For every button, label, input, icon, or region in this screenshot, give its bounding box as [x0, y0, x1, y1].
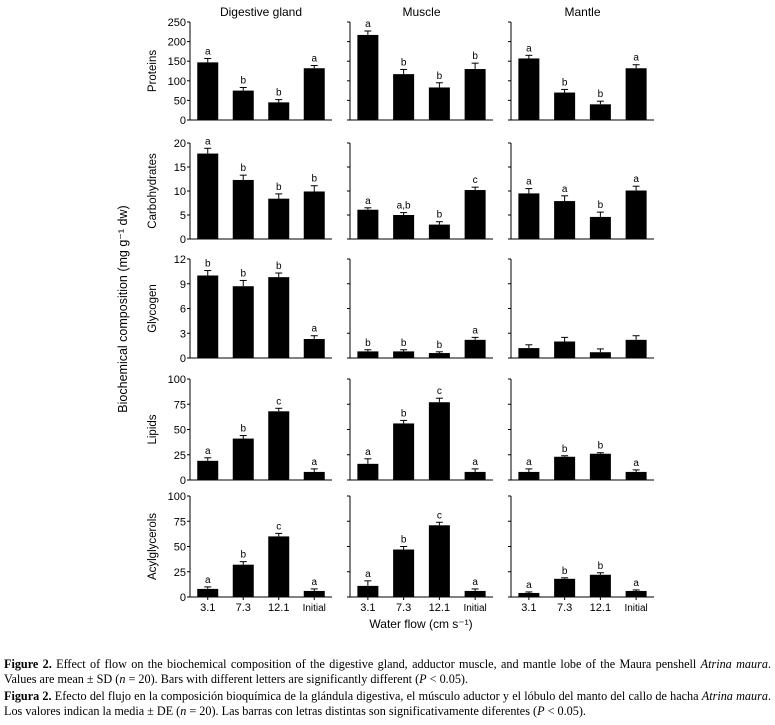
y-tick-label: 15 — [173, 162, 186, 174]
significance-letter: a — [365, 446, 371, 458]
bar — [304, 339, 325, 358]
significance-letter: a — [204, 136, 211, 148]
significance-letter: b — [240, 549, 247, 561]
significance-letter: c — [436, 386, 442, 398]
bar — [233, 91, 254, 120]
bar — [465, 69, 486, 120]
x-tick-label: Initial — [624, 603, 648, 614]
caption-text: = 20). Bars with different letters are significantly different ( — [125, 672, 420, 686]
bar — [304, 591, 325, 597]
bar — [197, 276, 218, 359]
significance-letter: a — [472, 456, 478, 468]
significance-letter: b — [311, 173, 318, 185]
significance-letter: b — [436, 209, 443, 221]
bar — [626, 68, 647, 120]
significance-letter: a — [311, 323, 318, 335]
significance-letter: b — [436, 70, 443, 82]
significance-letter: a — [526, 456, 532, 468]
significance-letter: b — [275, 181, 282, 193]
significance-letter: a — [633, 52, 639, 64]
significance-letter: a — [526, 579, 532, 591]
column-title: Muscle — [402, 5, 441, 19]
bar — [268, 199, 289, 239]
row-axis-label: Glycogen — [147, 284, 159, 333]
bar — [626, 591, 647, 597]
x-tick-label: Initial — [463, 603, 487, 614]
bar — [626, 191, 647, 239]
bar — [304, 191, 325, 239]
column-title: Mantle — [564, 5, 601, 19]
bar — [429, 87, 450, 120]
x-tick-label: 12.1 — [589, 602, 612, 614]
caption-species: Atrina maura — [700, 657, 768, 671]
bar — [393, 215, 414, 239]
bar — [518, 348, 539, 358]
significance-letter: c — [276, 396, 282, 408]
significance-letter: b — [436, 339, 443, 351]
y-tick-label: 100 — [167, 75, 186, 88]
significance-letter: b — [365, 337, 371, 349]
bar — [554, 201, 575, 239]
bar — [626, 472, 647, 480]
caption-text: = 20). Las barras con letras distintas son significativamente diferentes ( — [186, 704, 538, 718]
y-tick-label: 0 — [179, 234, 186, 246]
bar — [393, 423, 414, 480]
significance-letter: a — [311, 576, 318, 588]
significance-letter: b — [240, 423, 247, 435]
bar — [626, 340, 647, 358]
bar — [465, 190, 486, 239]
bar — [590, 454, 611, 480]
significance-letter: b — [597, 560, 604, 572]
caption-p: P — [537, 704, 545, 718]
bar — [590, 217, 611, 239]
significance-letter: b — [275, 87, 282, 99]
caption-species: Atrina maura — [701, 689, 768, 703]
significance-letter: a — [526, 43, 532, 55]
y-tick-label: 50 — [173, 424, 186, 437]
significance-letter: b — [597, 89, 604, 101]
bar — [465, 472, 486, 480]
y-tick-label: 0 — [179, 353, 186, 365]
significance-letter: a — [204, 445, 211, 457]
caption-text: Efecto del flujo en la composición bioquímica de la glándula digestiva, el músculo aductor y el lóbulo del manto del callo de hacha — [51, 689, 702, 703]
bar — [357, 35, 378, 120]
figure-caption-english — [4, 657, 771, 687]
bar — [429, 402, 450, 480]
y-tick-label: 200 — [167, 36, 186, 49]
significance-letter: b — [240, 75, 247, 87]
significance-letter: a — [365, 568, 371, 580]
significance-letter: b — [240, 163, 247, 175]
shared-y-axis-title: Biochemical composition (mg g⁻¹ dw) — [116, 205, 130, 413]
caption-text: < 0.05). — [426, 672, 469, 686]
bar — [357, 210, 378, 239]
y-tick-label: 6 — [179, 303, 186, 316]
y-tick-label: 0 — [179, 592, 186, 604]
bar — [233, 439, 254, 480]
bar — [197, 154, 218, 239]
x-tick-label: 7.3 — [235, 602, 251, 614]
y-tick-label: 100 — [167, 374, 186, 386]
significance-letter: b — [561, 565, 568, 577]
significance-letter: a — [526, 176, 532, 188]
significance-letter: a — [365, 19, 371, 31]
significance-letter: a — [633, 577, 639, 589]
row-axis-label: Proteins — [147, 49, 159, 93]
row-axis-label: Carbohydrates — [147, 153, 159, 229]
significance-letter: b — [275, 261, 282, 273]
bar — [197, 62, 218, 120]
bar — [554, 93, 575, 120]
caption-n: n — [119, 672, 126, 686]
caption-n: n — [180, 704, 187, 718]
figure-caption-spanish — [4, 689, 771, 719]
significance-letter: b — [400, 337, 407, 349]
significance-letter: b — [400, 57, 407, 69]
caption-text: . Los valores indican la media ± DE ( — [4, 689, 771, 718]
x-tick-label: 3.1 — [360, 602, 376, 614]
bar — [429, 225, 450, 239]
bar — [554, 342, 575, 359]
significance-letter: b — [561, 77, 568, 89]
y-tick-label: 3 — [179, 328, 186, 341]
bar — [590, 104, 611, 120]
significance-letter: a — [204, 46, 211, 58]
y-tick-label: 25 — [173, 566, 186, 579]
significance-letter: b — [240, 268, 247, 280]
bar — [268, 102, 289, 120]
row-axis-label: Acylglycerols — [147, 512, 159, 581]
x-tick-label: 7.3 — [556, 602, 573, 614]
x-tick-label: Initial — [302, 603, 326, 614]
y-tick-label: 0 — [179, 115, 186, 127]
bar — [233, 180, 254, 239]
caption-text: < 0.05). — [544, 704, 586, 718]
significance-letter: a — [204, 574, 211, 586]
bar — [268, 536, 289, 597]
bar — [393, 74, 414, 120]
bar — [465, 340, 486, 358]
y-tick-label: 25 — [173, 449, 186, 462]
bar — [590, 575, 611, 597]
y-tick-label: 0 — [179, 475, 186, 487]
x-tick-label: 3.1 — [200, 602, 216, 614]
y-tick-label: 100 — [167, 491, 186, 503]
significance-letter: a — [472, 576, 478, 588]
significance-letter: a — [472, 325, 478, 337]
y-tick-label: 50 — [173, 541, 186, 554]
y-tick-label: 10 — [173, 186, 186, 198]
bar — [357, 464, 378, 480]
significance-letter: b — [561, 443, 568, 455]
bar — [357, 586, 378, 597]
y-tick-label: 9 — [179, 278, 186, 291]
significance-letter: c — [472, 175, 478, 187]
y-tick-label: 150 — [167, 56, 186, 69]
bar — [233, 565, 254, 597]
bar — [554, 579, 575, 597]
bar — [554, 457, 575, 480]
x-tick-label: 12.1 — [428, 602, 451, 614]
significance-letter: c — [276, 521, 282, 533]
significance-letter: a — [633, 457, 639, 469]
y-tick-label: 250 — [167, 17, 186, 29]
significance-letter: b — [400, 534, 407, 546]
bar — [304, 68, 325, 120]
caption-text: . Values are mean ± SD ( — [4, 657, 771, 686]
bar — [393, 550, 414, 597]
bar — [429, 353, 450, 358]
bar — [518, 593, 539, 597]
x-tick-label: 7.3 — [395, 602, 412, 614]
bar — [393, 351, 414, 358]
significance-letter: a,b — [396, 200, 411, 212]
bar — [304, 472, 325, 480]
caption-p: P — [419, 672, 427, 686]
significance-letter: a — [311, 53, 318, 65]
column-title: Digestive gland — [219, 5, 303, 19]
caption-label: Figura 2. — [4, 689, 52, 703]
y-tick-label: 12 — [173, 254, 186, 266]
bar — [268, 277, 289, 358]
significance-letter: b — [597, 440, 604, 452]
significance-letter: a — [365, 195, 371, 207]
bar — [518, 58, 539, 120]
bar — [429, 525, 450, 597]
bar — [268, 411, 289, 480]
caption-label: Figure 2. — [4, 657, 52, 671]
bar — [518, 193, 539, 239]
x-axis-title: Water flow (cm s⁻¹) — [369, 617, 473, 631]
significance-letter: b — [472, 51, 478, 63]
significance-letter: a — [311, 456, 318, 468]
x-tick-label: 3.1 — [521, 602, 537, 614]
bar — [357, 351, 378, 358]
significance-letter: b — [597, 200, 604, 212]
bar — [590, 352, 611, 358]
significance-letter: b — [400, 408, 407, 420]
x-tick-label: 12.1 — [268, 602, 290, 614]
bar — [197, 461, 218, 480]
y-tick-label: 75 — [173, 516, 186, 529]
y-tick-label: 75 — [173, 399, 186, 412]
significance-letter: b — [204, 258, 211, 270]
y-tick-label: 50 — [173, 95, 186, 108]
y-tick-label: 20 — [173, 138, 186, 150]
bar — [233, 286, 254, 358]
significance-letter: c — [436, 510, 442, 522]
significance-letter: a — [633, 174, 639, 186]
significance-letter: a — [561, 183, 568, 195]
bar — [465, 591, 486, 597]
caption-text: Effect of flow on the biochemical composition of the digestive gland, adductor muscle, and mantle lobe of the Maura penshell — [51, 657, 701, 671]
row-axis-label: Lipids — [147, 414, 159, 445]
bar — [518, 472, 539, 480]
y-tick-label: 5 — [179, 210, 186, 222]
bar — [197, 589, 218, 597]
